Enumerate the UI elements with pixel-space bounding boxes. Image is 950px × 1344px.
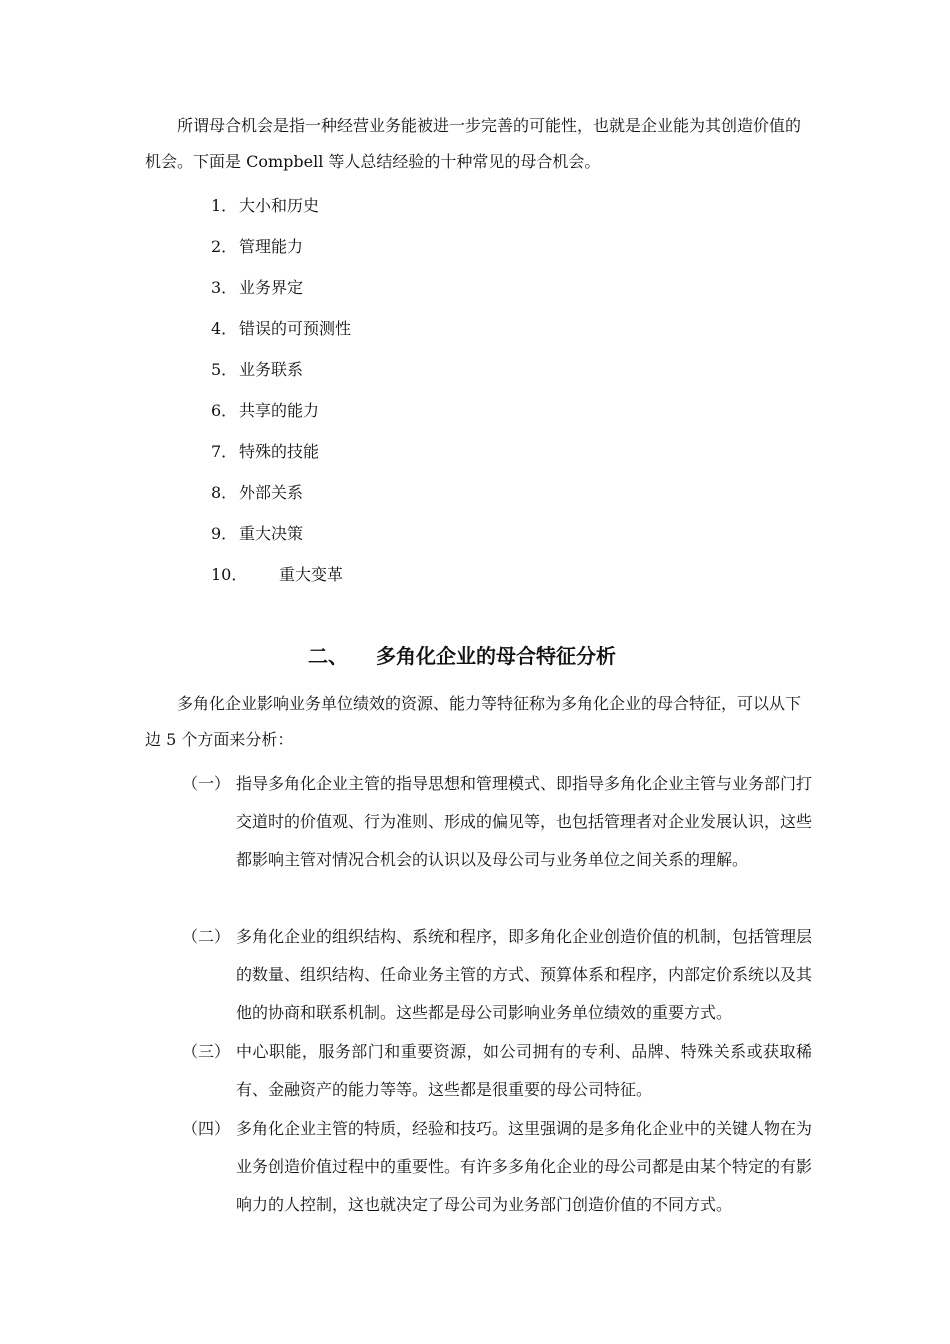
item-text: 多角化企业主管的特质，经验和技巧。这里强调的是多角化企业中的关键人物在为业务创造价值过程中的重要性。有许多多角化企业的母公司都是由某个特定的有影响力的人控制，这也就决定了母公司为业务部门创造价值的不同方式。 (236, 1119, 813, 1214)
list-item (211, 516, 351, 557)
list-item (211, 434, 351, 475)
list-item-number: 3． (211, 278, 238, 297)
item-marker: （三） (182, 1042, 231, 1061)
list-item-number: 1． (211, 196, 238, 215)
list-item-number: 5． (211, 360, 238, 379)
list-item (211, 393, 351, 434)
section-intro-text: 多角化企业影响业务单位绩效的资源、能力等特征称为多角化企业的母合特征，可以从下边 5 个方面来分析： (145, 694, 802, 749)
list-item-text: 错误的可预测性 (239, 319, 352, 338)
list-item (211, 475, 351, 516)
intro-paragraph (145, 108, 810, 180)
section-title: 多角化企业的母合特征分析 (376, 644, 616, 668)
intro-text: 所谓母合机会是指一种经营业务能被进一步完善的可能性，也就是企业能为其创造价值的机会。下面是 Compbell 等人总结经验的十种常见的母合机会。 (145, 116, 802, 171)
section-number: 二、 (308, 644, 348, 668)
list-item-text: 大小和历史 (239, 196, 320, 215)
list-item (211, 229, 351, 270)
list-item-text: 重大决策 (239, 524, 304, 543)
opportunity-list (211, 188, 351, 598)
section-heading (308, 638, 616, 674)
characteristic-item-3 (182, 1033, 812, 1109)
section-intro-paragraph (145, 686, 810, 758)
item-marker: （一） (182, 774, 231, 793)
list-item-text: 重大变革 (279, 565, 344, 584)
list-item-number: 10． (211, 565, 248, 584)
list-item-text: 业务界定 (239, 278, 304, 297)
list-item-text: 外部关系 (239, 483, 304, 502)
list-item-text: 管理能力 (239, 237, 304, 256)
list-item (211, 557, 351, 598)
item-text: 指导多角化企业主管的指导思想和管理模式、即指导多角化企业主管与业务部门打交道时的价值观、行为准则、形成的偏见等，也包括管理者对企业发展认识，这些都影响主管对情况合机会的认识以及母公司与业务单位之间关系的理解。 (236, 774, 813, 869)
list-item (211, 188, 351, 229)
item-text: 多角化企业的组织结构、系统和程序，即多角化企业创造价值的机制，包括管理层的数量、组织结构、任命业务主管的方式、预算体系和程序，内部定价系统以及其他的协商和联系机制。这些都是母公司影响业务单位绩效的重要方式。 (236, 927, 813, 1022)
list-item-number: 6． (211, 401, 238, 420)
item-marker: （二） (182, 927, 231, 946)
characteristic-item-1 (182, 765, 812, 879)
list-item-number: 7． (211, 442, 238, 461)
list-item-number: 4． (211, 319, 238, 338)
list-item-text: 业务联系 (239, 360, 304, 379)
list-item-number: 2． (211, 237, 238, 256)
item-marker: （四） (182, 1119, 231, 1138)
item-text: 中心职能，服务部门和重要资源，如公司拥有的专利、品牌、特殊关系或获取稀有、金融资产的能力等等。这些都是很重要的母公司特征。 (236, 1042, 812, 1099)
characteristic-item-2 (182, 918, 812, 1032)
list-item-text: 特殊的技能 (239, 442, 320, 461)
list-item-number: 9． (211, 524, 238, 543)
characteristic-item-4 (182, 1110, 812, 1224)
list-item-text: 共享的能力 (239, 401, 320, 420)
list-item (211, 311, 351, 352)
list-item (211, 270, 351, 311)
list-item-number: 8． (211, 483, 238, 502)
list-item (211, 352, 351, 393)
